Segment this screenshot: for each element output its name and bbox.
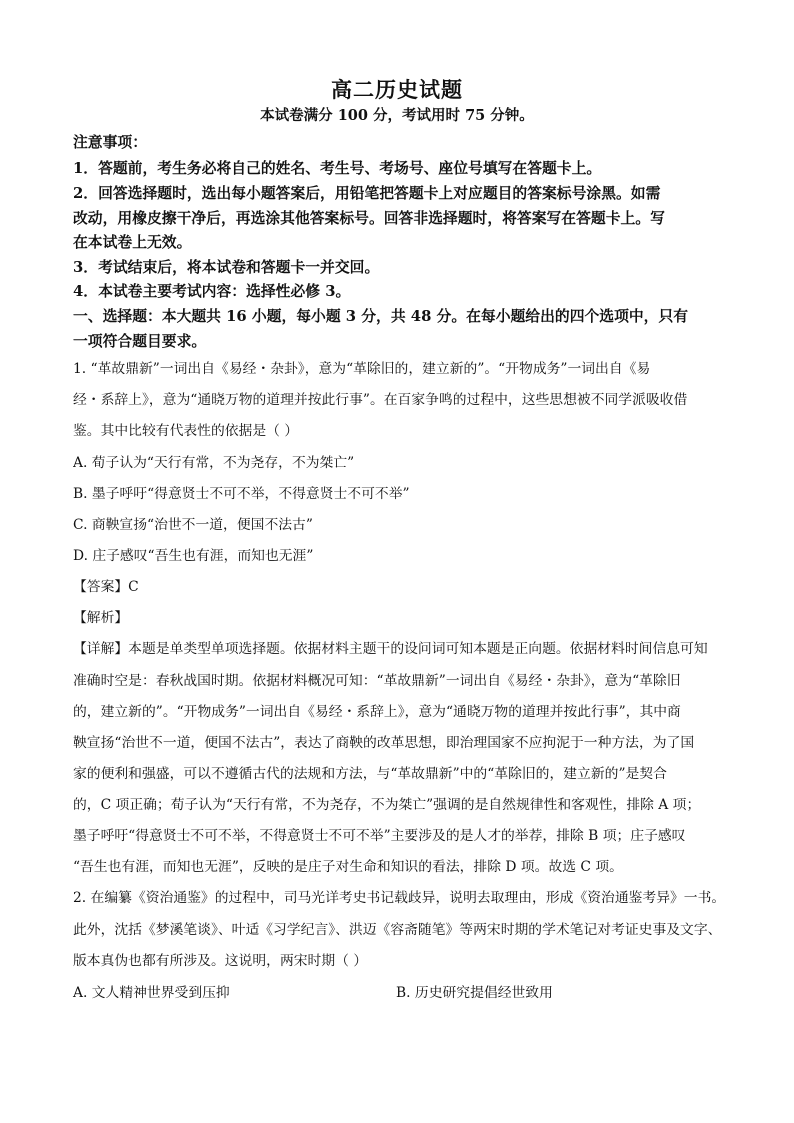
q1-detail-line-6: 的，C 项正确；荀子认为“天行有常，不为尧存，不为桀亡”强调的是自然规律性和客观性，排除 A 项； xyxy=(73,797,701,813)
page-subtitle: 本试卷满分 100 分，考试用时 75 分钟。 xyxy=(260,107,534,124)
notice-item-1: 1．答题前，考生务必将自己的姓名、考生号、考场号、座位号填写在答题卡上。 xyxy=(73,160,602,177)
section-heading-line-2: 一项符合题目要求。 xyxy=(73,333,207,350)
q1-detail-line-8: “吾生也有涯，而知也无涯”，反映的是庄子对生命和知识的看法，排除 D 项。故选 C 项。 xyxy=(73,859,623,875)
notice-item-3: 3．考试结束后，将本试卷和答题卡一并交回。 xyxy=(73,259,380,276)
q1-stem-line-2: 经・系辞上》，意为“通晓万物的道理并按此行事”。在百家争鸣的过程中，这些思想被不同学派吸收借 xyxy=(73,392,688,408)
q1-option-a: A. 荀子认为“天行有常，不为尧存，不为桀亡” xyxy=(73,455,355,471)
q1-detail-line-4: 鞅宣扬“治世不一道，便国不法古”，表达了商鞅的改革思想，即治理国家不应拘泥于一种方法，为了国 xyxy=(73,735,695,751)
notice-item-2-line-2: 改动，用橡皮擦干净后，再选涂其他答案标号。回答非选择题时，将答案写在答题卡上。写 xyxy=(73,210,665,227)
q2-option-b: B. 历史研究提倡经世致用 xyxy=(396,985,553,1001)
q1-stem-line-1: 1. “革故鼎新”一词出自《易经・杂卦》，意为“革除旧的，建立新的”。“开物成务”一词出自《易 xyxy=(73,361,651,377)
page-title: 高二历史试题 xyxy=(331,77,463,102)
q1-analysis-heading: 【解析】 xyxy=(73,610,129,626)
q1-detail-line-2: 准确时空是：春秋战国时期。依据材料概况可知：“革故鼎新”一词出自《易经・杂卦》，意为“革除旧 xyxy=(73,673,681,689)
q1-stem-line-3: 鉴。其中比较有代表性的依据是（ ） xyxy=(73,423,299,439)
notice-heading: 注意事项： xyxy=(73,134,147,151)
q2-stem-line-2: 此外，沈括《梦溪笔谈》、叶适《习学纪言》、洪迈《容斋随笔》等两宋时期的学术笔记对考证史事及文字、 xyxy=(73,922,722,938)
q1-answer: 【答案】C xyxy=(73,579,139,595)
q2-option-a: A. 文人精神世界受到压抑 xyxy=(73,985,230,1001)
q2-stem-line-1: 2. 在编纂《资治通鉴》的过程中，司马光详考史书记载歧异，说明去取理由，形成《资治通鉴考异》一书。 xyxy=(73,890,726,906)
q1-detail-line-3: 的，建立新的”。“开物成务”一词出自《易经・系辞上》，意为“通晓万物的道理并按此行事”，其中商 xyxy=(73,704,681,720)
notice-item-2-line-1: 2．回答选择题时，选出每小题答案后，用铅笔把答题卡上对应题目的答案标号涂黑。如需 xyxy=(73,185,661,202)
q1-option-c: C. 商鞅宣扬“治世不一道，便国不法古” xyxy=(73,517,313,533)
q1-detail-line-1: 【详解】本题是单类型单项选择题。依据材料主题干的设问词可知本题是正向题。依据材料时间信息可知 xyxy=(73,641,708,657)
notice-item-4: 4．本试卷主要考试内容：选择性必修 3。 xyxy=(73,283,351,300)
q1-option-b: B. 墨子呼吁“得意贤士不可不举，不得意贤士不可不举” xyxy=(73,486,410,502)
section-heading-line-1: 一、选择题：本大题共 16 小题，每小题 3 分，共 48 分。在每小题给出的四个选项中，只有 xyxy=(73,308,689,325)
q1-detail-line-7: 墨子呼吁“得意贤士不可不举，不得意贤士不可不举”主要涉及的是人才的举荐，排除 B 项；庄子感叹 xyxy=(73,828,686,844)
notice-item-2-line-3: 在本试卷上无效。 xyxy=(73,234,192,251)
q1-detail-line-5: 家的便利和强盛，可以不遵循古代的法规和方法，与“革故鼎新”中的“革除旧的，建立新的”是契合 xyxy=(73,766,667,782)
q1-option-d: D. 庄子感叹“吾生也有涯，而知也无涯” xyxy=(73,548,314,564)
q2-stem-line-3: 版本真伪也都有所涉及。这说明，两宋时期（ ） xyxy=(73,953,368,969)
